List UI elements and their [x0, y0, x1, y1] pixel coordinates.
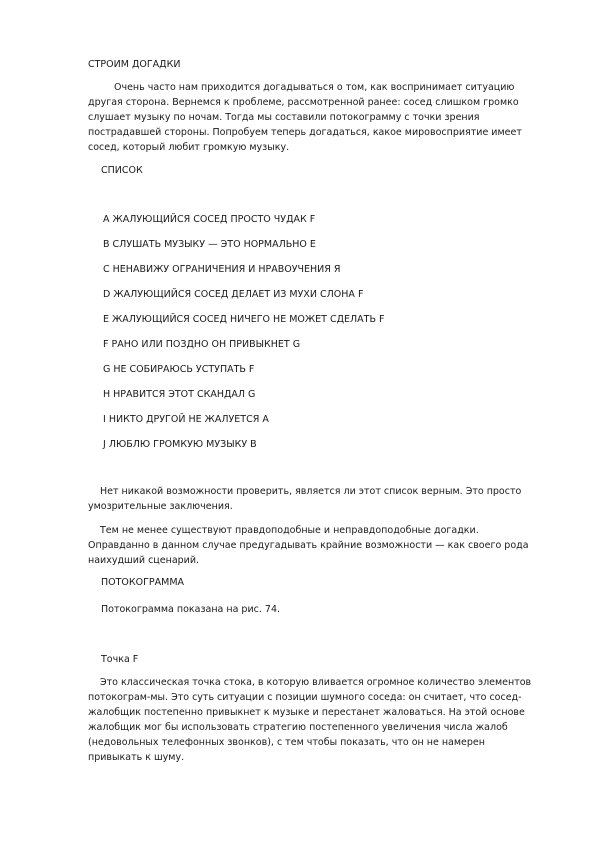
list-item: F РАНО ИЛИ ПОЗДНО ОН ПРИВЫКНЕТ G	[103, 339, 301, 350]
flow-heading: ПОТОКОГРАММА	[101, 577, 185, 588]
paragraph-2	[88, 523, 538, 568]
list-item: E ЖАЛУЮЩИЙСЯ СОСЕД НИЧЕГО НЕ МОЖЕТ СДЕЛАТЬ F	[103, 314, 385, 325]
list-item: C НЕНАВИЖУ ОГРАНИЧЕНИЯ И НРАВОУЧЕНИЯ Я	[103, 264, 341, 275]
point-text: Это классическая точка стока, в которую вливается огромное количество элементов потокограм-мы. Это суть ситуации с позиции шумного соседа: он считает, что сосед-жалобщик постепенно привыкнет к музыке и перестанет жаловаться. На этой основе жалобщик мог бы использовать стратегию постепенного увеличения числа жалоб (недовольных телефонных звонков), с тем чтобы показать, что он не намерен привыкать к шуму.	[88, 677, 532, 763]
list-item: G НЕ СОБИРАЮСЬ УСТУПАТЬ F	[103, 364, 255, 375]
doc-title: СТРОИМ ДОГАДКИ	[88, 59, 181, 70]
paragraph-2-text: Тем не менее существуют правдоподобные и неправдоподобные догадки. Оправданно в данном случае предугадывать крайние возможности — как своего рода наихудший сценарий.	[88, 525, 529, 566]
list-item: H НРАВИТСЯ ЭТОТ СКАНДАЛ G	[103, 389, 256, 400]
paragraph-1	[88, 484, 538, 514]
intro-paragraph	[88, 80, 538, 155]
point-heading: Точка F	[101, 654, 139, 665]
list-item: A ЖАЛУЮЩИЙСЯ СОСЕД ПРОСТО ЧУДАК F	[103, 214, 316, 225]
list-item: B СЛУШАТЬ МУЗЫКУ — ЭТО НОРМАЛЬНО E	[103, 239, 316, 250]
list-heading: СПИСОК	[101, 165, 143, 176]
point-paragraph	[88, 675, 538, 765]
list-item: D ЖАЛУЮЩИЙСЯ СОСЕД ДЕЛАЕТ ИЗ МУХИ СЛОНА F	[103, 289, 364, 300]
intro-text: Очень часто нам приходится догадываться о том, как воспринимает ситуацию другая сторона. Вернемся к проблеме, рассмотренной ранее: сосед слишком громко слушает музыку по ночам. Тогда мы составили потокограмму с точки зрения пострадавшей стороны. Попробуем теперь догадаться, какое мировосприятие имеет сосед, который любит громкую музыку.	[88, 82, 522, 153]
list-item: J ЛЮБЛЮ ГРОМКУЮ МУЗЫКУ B	[103, 439, 257, 450]
paragraph-1-text: Нет никакой возможности проверить, является ли этот список верным. Это просто умозрительные заключения.	[88, 486, 522, 512]
flow-text: Потокограмма показана на рис. 74.	[101, 604, 281, 615]
list-item: I НИКТО ДРУГОЙ НЕ ЖАЛУЕТСЯ A	[103, 414, 269, 425]
